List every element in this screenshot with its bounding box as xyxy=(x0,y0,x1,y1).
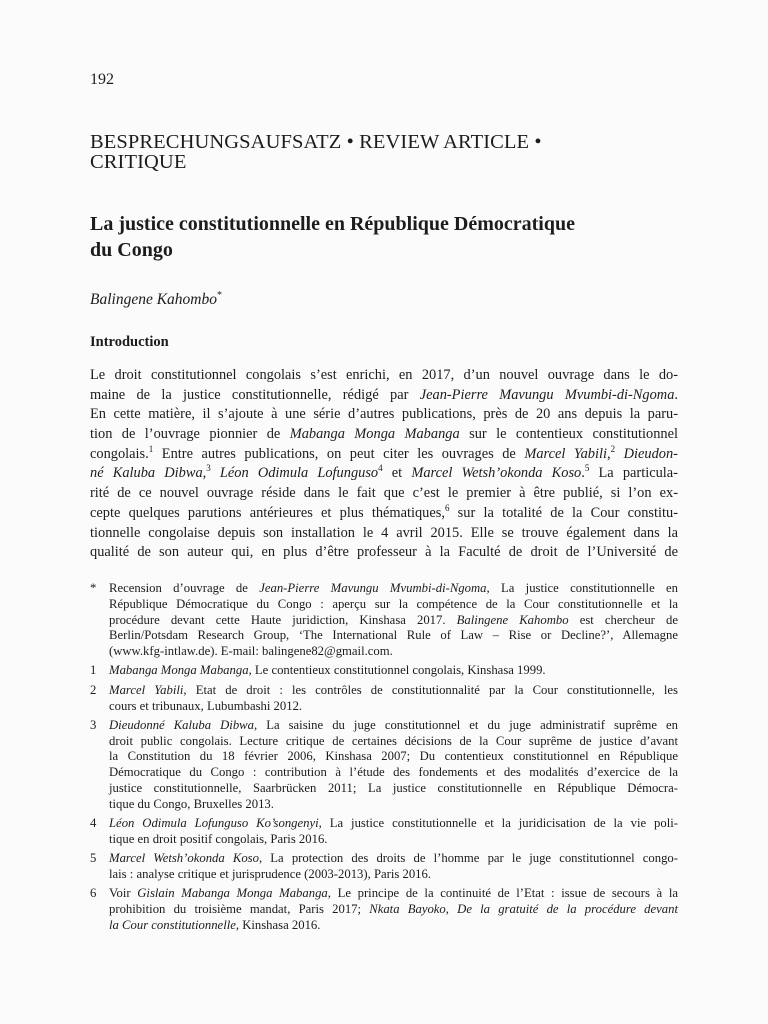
footnote-mark: 1 xyxy=(90,663,97,678)
article-title xyxy=(90,211,690,263)
paragraph-line: congolais.$^1$ Entre autres publications, on peut citer les ouvrages de Marcel Yabili,$^2$ Dieudon- xyxy=(90,443,678,462)
footnote-text xyxy=(109,581,678,660)
footnote-line: Recension d’ouvrage de Jean-Pierre Mavungu Mvumbi-di-Ngoma, La justice constitutionnelle en xyxy=(109,581,678,595)
footnote-mark: 3 xyxy=(90,717,97,732)
footnote-text xyxy=(109,886,678,933)
paragraph-line: cepte quelques parutions antérieures et plus thématiques,$^6$ sur la totalité de la Cour constitu- xyxy=(90,503,678,521)
paragraph-line: tion de l’ouvrage pionnier de Mabanga Monga Mabanga sur le contentieux constitutionnel xyxy=(90,426,678,443)
paragraph-line: rité de ce nouvel ouvrage réside dans le fait que c’est le premier à être publié, si l’on ex- xyxy=(90,485,678,502)
footnote xyxy=(90,886,678,933)
footnote-line: la Cour constitutionnelle, Kinshasa 2016. xyxy=(109,917,321,932)
footnote-line: Mabanga Monga Mabanga, Le contentieux constitutionnel congolais, Kinshasa 1999. xyxy=(109,663,546,678)
footnote-text xyxy=(109,851,678,883)
footnote xyxy=(90,718,678,813)
paragraph-line: maine de la justice constitutionnelle, rédigé par Jean-Pierre Mavungu Mvumbi-di-Ngoma. xyxy=(90,386,678,403)
author-footnote-mark: * xyxy=(217,289,222,301)
footnote-mark: 5 xyxy=(90,851,97,866)
footnote xyxy=(90,816,678,848)
footnote-line: tique en droit positif congolais, Paris 2016. xyxy=(109,831,328,846)
section-heading-line: CRITIQUE xyxy=(90,150,187,173)
author-name: Balingene Kahombo xyxy=(90,291,217,308)
footnote-line: droit public congolais. Lecture critique de certaines décisions de la Cour suprême de justice d’avant xyxy=(109,733,678,748)
footnote-line: cours et tribunaux, Lubumbashi 2012. xyxy=(109,698,303,713)
footnote-line: Marcel Yabili, Etat de droit : les contrôles de constitutionnalité par la Cour constitutionnelle, les xyxy=(109,682,678,697)
footnote-line: Léon Odimula Lofunguso Ko’songenyi, La justice constitutionnelle et la juridicisation de la vie poli- xyxy=(109,816,678,831)
footnotes xyxy=(90,581,678,937)
introduction-heading: Introduction xyxy=(90,334,169,350)
footnote xyxy=(90,851,678,883)
footnote-line: (www.kfg-intlaw.de). E-mail: balingene82@gmail.com. xyxy=(109,644,393,659)
footnote-text xyxy=(109,663,678,679)
page-number: 192 xyxy=(90,71,114,88)
footnote-text xyxy=(109,816,678,848)
paragraph-line: né Kaluba Dibwa,$^3$ Léon Odimula Lofunguso$^4$ et Marcel Wetsh’okonda Koso.$^5$ La particula- xyxy=(90,463,678,482)
footnote-line: Démocratique du Congo : contribution à l’étude des fondements et des modalités d’exercice de la xyxy=(109,765,678,780)
footnote-line: Berlin/Potsdam Research Group, ‘The International Rule of Law – Rise or Decline?’, Allemagne xyxy=(109,628,678,643)
footnote xyxy=(90,581,678,660)
paragraph-line: tionnelle congolaise depuis son installation le 4 avril 2015. Elle se trouve également dans la xyxy=(90,524,678,541)
paragraph-line: En cette matière, il s’ajoute à une série d’autres publications, près de 20 ans depuis la paru- xyxy=(90,406,678,423)
footnote-line: Voir Gislain Mabanga Monga Mabanga, Le principe de la continuité de l’Etat : issue de secours à la xyxy=(109,886,678,901)
footnote-line: tique du Congo, Bruxelles 2013. xyxy=(109,796,274,811)
article-title-line: du Congo xyxy=(90,239,173,261)
footnote-text xyxy=(109,718,678,813)
footnote-text xyxy=(109,683,678,715)
paragraph-line: qualité de son auteur qui, en plus d’être professeur à la Faculté de droit de l’Université de xyxy=(90,544,678,561)
footnote-line: Dieudonné Kaluba Dibwa, La saisine du juge constitutionnel et du juge administratif suprême en xyxy=(109,717,678,732)
paragraph-line: Le droit constitutionnel congolais s’est enrichi, en 2017, d’un nouvel ouvrage dans le do- xyxy=(90,367,678,383)
footnote-mark: 6 xyxy=(90,886,97,901)
section-heading-line: BESPRECHUNGSAUFSATZ • REVIEW ARTICLE • xyxy=(90,131,542,153)
article-title-line: La justice constitutionnelle en République Démocratique xyxy=(90,213,575,235)
footnote-mark: * xyxy=(90,581,97,595)
footnote-line: République Démocratique du Congo : aperçu sur la compétence de la Cour constitutionnelle et la xyxy=(109,596,678,611)
footnote xyxy=(90,683,678,715)
introduction-paragraph xyxy=(90,366,678,563)
footnote-line: justice constitutionnelle, Saarbrücken 2011; La justice constitutionnelle en République Démocra- xyxy=(109,781,678,796)
footnote-mark: 2 xyxy=(90,682,97,697)
footnote-line: Marcel Wetsh’okonda Koso, La protection des droits de l’homme par le juge constitutionnel congo- xyxy=(109,851,678,866)
footnote xyxy=(90,663,678,679)
footnote-line: prohibition du troisième mandat, Paris 2017; Nkata Bayoko, De la gratuité de la procédure devant xyxy=(109,902,679,917)
author-byline xyxy=(90,291,222,309)
footnote-line: procédure devant cette Haute juridiction, Kinshasa 2017. Balingene Kahombo est chercheur de xyxy=(109,612,678,627)
footnote-mark: 4 xyxy=(90,816,97,831)
footnote-line: lais : analyse critique et jurisprudence (2003-2013), Paris 2016. xyxy=(109,867,432,882)
section-heading xyxy=(90,129,690,173)
footnote-line: la Constitution du 18 février 2006, Kinshasa 2007; Du contentieux constitutionnel en République xyxy=(109,749,678,764)
